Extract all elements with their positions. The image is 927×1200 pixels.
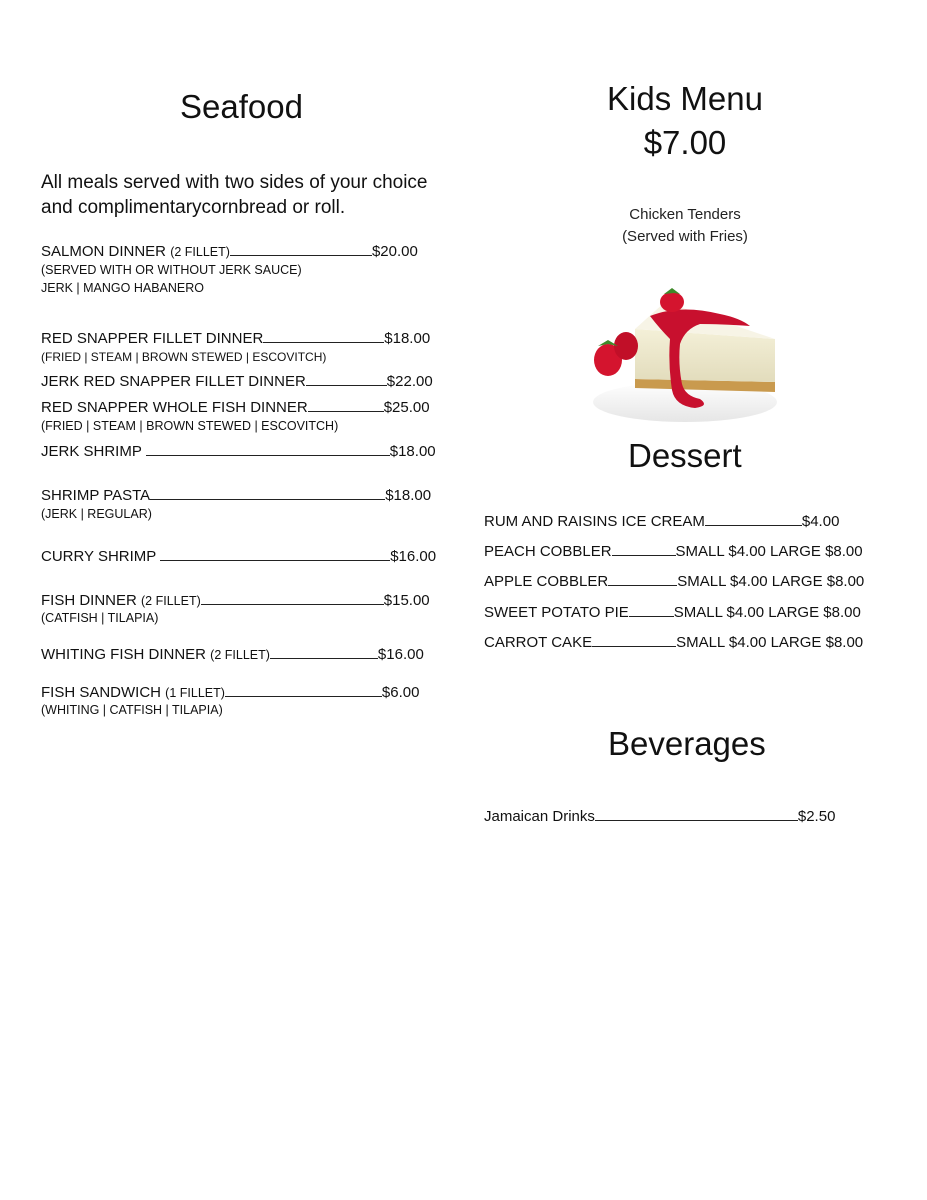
item-note: (WHITING | CATFISH | TILAPIA) bbox=[41, 703, 223, 717]
menu-item-curry-shrimp: CURRY SHRIMP $16.00 bbox=[41, 548, 437, 565]
dessert-title: Dessert bbox=[628, 437, 742, 474]
beverages-title: Beverages bbox=[608, 725, 766, 762]
seafood-title: Seafood bbox=[180, 88, 303, 125]
cheesecake-image bbox=[590, 284, 780, 424]
dessert-item-peach-cobbler: PEACH COBBLER SMALL $4.00 LARGE $8.00 bbox=[484, 543, 863, 560]
item-note: (SERVED WITH OR WITHOUT JERK SAUCE) bbox=[41, 263, 302, 277]
kids-menu-price: $7.00 bbox=[643, 124, 727, 161]
item-note: JERK | MANGO HABANERO bbox=[41, 281, 204, 295]
menu-item-fish-dinner: FISH DINNER (2 FILLET) $15.00 bbox=[41, 592, 430, 609]
menu-item-jerk-red-snapper: JERK RED SNAPPER FILLET DINNER $22.00 bbox=[41, 373, 433, 390]
item-note: (FRIED | STEAM | BROWN STEWED | ESCOVITCH) bbox=[41, 350, 327, 364]
menu-item-fish-sandwich: FISH SANDWICH (1 FILLET) $6.00 bbox=[41, 684, 420, 701]
menu-item-red-snapper-whole: RED SNAPPER WHOLE FISH DINNER $25.00 bbox=[41, 399, 430, 416]
menu-item-shrimp-pasta: SHRIMP PASTA $18.00 bbox=[41, 487, 432, 504]
dessert-item-carrot-cake: CARROT CAKE SMALL $4.00 LARGE $8.00 bbox=[484, 634, 864, 651]
dessert-item-rum-raisin: RUM AND RAISINS ICE CREAM $4.00 bbox=[484, 513, 840, 530]
seafood-intro-line2: and complimentarycornbread or roll. bbox=[41, 197, 346, 218]
beverage-item-jamaican-drinks: Jamaican Drinks $2.50 bbox=[484, 808, 836, 825]
item-note: (JERK | REGULAR) bbox=[41, 507, 152, 521]
menu-item-jerk-shrimp: JERK SHRIMP $18.00 bbox=[41, 443, 436, 460]
dessert-item-apple-cobbler: APPLE COBBLER SMALL $4.00 LARGE $8.00 bbox=[484, 573, 865, 590]
menu-item-salmon: SALMON DINNER (2 FILLET) $20.00 bbox=[41, 243, 418, 260]
menu-item-red-snapper-fillet: RED SNAPPER FILLET DINNER $18.00 bbox=[41, 330, 431, 347]
kids-menu-title: Kids Menu bbox=[607, 80, 763, 117]
item-note: (CATFISH | TILAPIA) bbox=[41, 611, 159, 625]
item-note: (FRIED | STEAM | BROWN STEWED | ESCOVITCH) bbox=[41, 419, 339, 433]
kids-menu-note: (Served with Fries) bbox=[622, 228, 748, 245]
menu-item-whiting-fish-dinner: WHITING FISH DINNER (2 FILLET) $16.00 bbox=[41, 646, 424, 663]
dessert-item-sweet-potato-pie: SWEET POTATO PIE SMALL $4.00 LARGE $8.00 bbox=[484, 604, 861, 621]
seafood-intro-line1: All meals served with two sides of your choice bbox=[41, 172, 428, 193]
kids-menu-item: Chicken Tenders bbox=[629, 206, 741, 223]
